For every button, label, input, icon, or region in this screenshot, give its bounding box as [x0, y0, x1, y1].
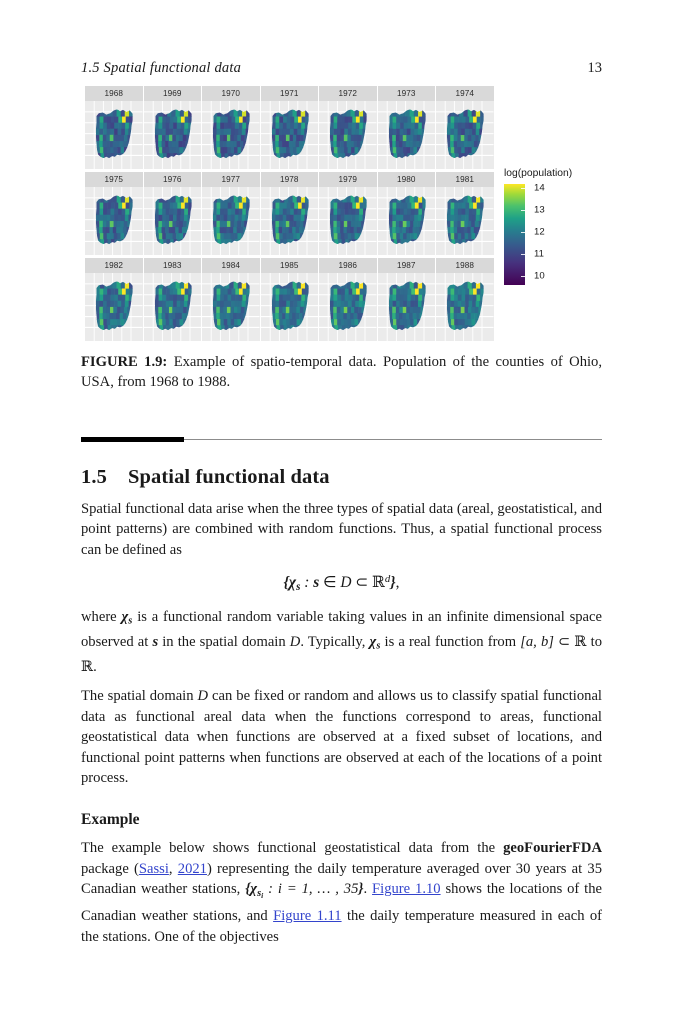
p2-part-d: . Typically, — [300, 634, 370, 651]
facet-1976 — [144, 172, 202, 257]
p2-part-e: is a real function from — [380, 634, 521, 651]
facet-panel-1968 — [85, 101, 143, 169]
facet-panel-1983 — [144, 273, 202, 341]
legend-tick-14: 14 — [534, 182, 545, 194]
p4-part-d: . — [363, 881, 373, 898]
p4-cite-sep: , — [168, 860, 178, 877]
facet-panel-1988 — [436, 273, 494, 341]
facet-strip-label-1984: 1984 — [202, 258, 260, 273]
facet-panel-1978 — [261, 187, 319, 255]
paragraph-4: The example below shows functional geostatistical data from the geoFourierFDA package (Sassi, 2021) representing the daily temperature averaged over 30 years at 35 Canadian weather stations, {χsi : i = 1, … , 35}. Figure 1.10 shows the locations of the Canadian weather stations, and Figure 1.11 the daily temperature measured in each of the stations. One of the objectives — [81, 840, 603, 945]
legend-tick-labels — [525, 184, 565, 285]
facet-panel-1987 — [378, 273, 436, 341]
facet-1970 — [202, 86, 260, 171]
section-heading — [81, 466, 602, 489]
facet-1974 — [436, 86, 494, 171]
running-head — [81, 60, 602, 77]
section-rule-thin — [184, 439, 602, 440]
p4-part-b: package ( — [81, 860, 139, 877]
facet-strip-label-1968: 1968 — [85, 86, 143, 101]
facet-panel-1974 — [436, 101, 494, 169]
facet-strip-label-1972: 1972 — [319, 86, 377, 101]
facet-strip-label-1979: 1979 — [319, 172, 377, 187]
facet-1984 — [202, 258, 260, 343]
facet-strip-label-1971: 1971 — [261, 86, 319, 101]
facet-1980 — [378, 172, 436, 257]
facet-1986 — [319, 258, 377, 343]
facet-strip-label-1985: 1985 — [261, 258, 319, 273]
figure-link-1-11[interactable]: Figure 1.11 — [273, 908, 342, 925]
facet-panel-1969 — [144, 101, 202, 169]
facet-1982 — [85, 258, 143, 343]
facet-panel-1985 — [261, 273, 319, 341]
facet-panel-1971 — [261, 101, 319, 169]
facet-1985 — [261, 258, 319, 343]
facet-panel-1976 — [144, 187, 202, 255]
color-legend — [504, 168, 604, 285]
display-equation: {χs : s ∈ D ⊂ ℝ$^d$}, — [283, 573, 400, 593]
figure-link-1-10[interactable]: Figure 1.10 — [372, 881, 441, 898]
p3-part-a: The spatial domain — [81, 688, 198, 705]
facet-strip-label-1975: 1975 — [85, 172, 143, 187]
facet-1979 — [319, 172, 377, 257]
section-number: 1.5 — [81, 466, 107, 488]
page-number: 13 — [587, 60, 602, 76]
facet-strip-label-1977: 1977 — [202, 172, 260, 187]
section-rule-thick — [81, 437, 184, 442]
paragraph-2: where χs is a functional random variable taking values in an infinite dimensional space observed at s in the spatial domain D. Typically, χs is a real function from [a, b] ⊂ ℝ to ℝ. — [81, 608, 602, 676]
facet-strip-label-1986: 1986 — [319, 258, 377, 273]
facet-panel-1980 — [378, 187, 436, 255]
facet-panel-1972 — [319, 101, 377, 169]
symbol-D-2: D — [197, 688, 209, 705]
running-head-section: 1.5 Spatial functional data — [81, 60, 242, 76]
facet-strip-label-1982: 1982 — [85, 258, 143, 273]
facet-strip-label-1978: 1978 — [261, 172, 319, 187]
facet-1977 — [202, 172, 260, 257]
facet-strip-label-1973: 1973 — [378, 86, 436, 101]
facet-1983 — [144, 258, 202, 343]
legend-tick-12: 12 — [534, 226, 545, 238]
facet-1968 — [85, 86, 143, 171]
facet-panel-1977 — [202, 187, 260, 255]
section-title: Spatial functional data — [128, 466, 330, 488]
facet-1973 — [378, 86, 436, 171]
facet-strip-label-1981: 1981 — [436, 172, 494, 187]
symbol-reals-2: ℝ — [81, 658, 94, 676]
facet-strip-label-1987: 1987 — [378, 258, 436, 273]
p4-part-c: ) representing the daily temperature averaged over 30 years at 35 Canadian weather stations, — [81, 860, 602, 898]
legend-tick-10: 10 — [534, 270, 545, 282]
body-content — [81, 499, 602, 956]
facet-panel-1979 — [319, 187, 377, 255]
facet-1981 — [436, 172, 494, 257]
facet-panel-1986 — [319, 273, 377, 341]
symbol-interval: [a, b] — [520, 634, 554, 651]
facet-1972 — [319, 86, 377, 171]
facet-strip-label-1974: 1974 — [436, 86, 494, 101]
facet-panel-1973 — [378, 101, 436, 169]
facet-panel-1975 — [85, 187, 143, 255]
section-rule — [81, 437, 602, 440]
facet-panel-1982 — [85, 273, 143, 341]
symbol-reals-1: ℝ — [574, 633, 587, 651]
facet-panel-1970 — [202, 101, 260, 169]
facet-strip-label-1969: 1969 — [144, 86, 202, 101]
facet-1988 — [436, 258, 494, 343]
facet-strip-label-1976: 1976 — [144, 172, 202, 187]
figure-1-9 — [81, 86, 602, 341]
p2-part-b: is a functional random variable taking values in an infinite dimensional space observed at — [81, 608, 602, 651]
symbol-chi-s-1: χs — [121, 608, 133, 627]
p4-part-f: the daily temperature measured in each of the stations. One of the objectives — [81, 908, 603, 945]
p2-part-f: to — [586, 634, 602, 651]
facet-grid — [85, 86, 494, 343]
facet-1978 — [261, 172, 319, 257]
paragraph-1: Spatial functional data arise when the three types of spatial data (areal, geostatistical, and point patterns) are combined with random functions. Thus, a spatial functional process can be defined as — [81, 501, 602, 558]
facet-strip-label-1983: 1983 — [144, 258, 202, 273]
facet-strip-label-1988: 1988 — [436, 258, 494, 273]
symbol-s-1: s — [152, 634, 159, 651]
symbol-chi-s-2: χs — [369, 634, 381, 652]
legend-title: log(population) — [504, 168, 573, 179]
facet-1975 — [85, 172, 143, 257]
example-heading: Example — [81, 811, 140, 829]
figure-caption — [81, 352, 602, 392]
symbol-D-1: D — [289, 634, 301, 651]
facet-1971 — [261, 86, 319, 171]
citation-year-link[interactable]: 2021 — [177, 860, 207, 877]
citation-link-sassi[interactable]: Sassi — [138, 860, 169, 877]
symbol-chi-set: {χsi — [245, 881, 264, 900]
p4-part-a: The example below shows functional geostatistical data from the — [81, 840, 504, 857]
paragraph-3 — [81, 686, 602, 788]
p2-part-c: in the spatial domain — [158, 634, 290, 651]
figure-caption-label: FIGURE 1.9: — [81, 354, 168, 370]
facet-1969 — [144, 86, 202, 171]
p2-part-a: where — [81, 608, 122, 625]
facet-panel-1984 — [202, 273, 260, 341]
legend-tick-11: 11 — [534, 248, 544, 260]
facet-panel-1981 — [436, 187, 494, 255]
facet-strip-label-1980: 1980 — [378, 172, 436, 187]
package-name: geoFourierFDA — [503, 840, 602, 857]
facet-strip-label-1970: 1970 — [202, 86, 260, 101]
figure-caption-text: Example of spatio-temporal data. Population of the counties of Ohio, USA, from 1968 to 1988. — [81, 354, 602, 390]
p3-part-b: can be fixed or random and allows us to classify spatial functional data as functional areal data when the functions correspond to areas, functional geostatistical data when functions are observed at a fixed subset of locations, and functional point patterns when functions are observed at each of the locations of a point process. — [81, 688, 602, 787]
legend-colorbar — [504, 184, 525, 285]
p2-part-g: . — [93, 659, 97, 676]
facet-1987 — [378, 258, 436, 343]
p4-part-e: shows the locations of the Canadian weather stations, and — [81, 881, 603, 925]
legend-tick-13: 13 — [534, 204, 545, 216]
